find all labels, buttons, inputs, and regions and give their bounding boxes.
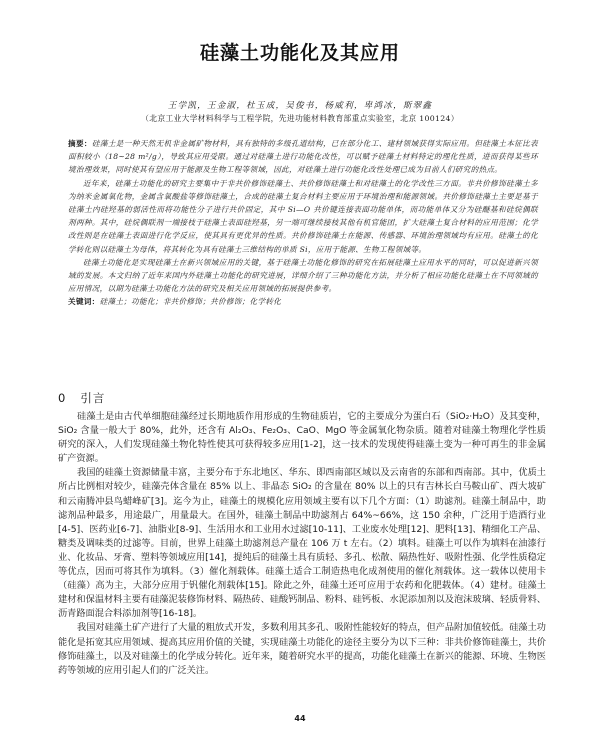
- body-paragraph-1: 硅藻土是由古代单细胞硅藻经过长期地质作用形成的生物硅质岩，它的主要成分为蛋白石（SiO₂·H₂O）及其变种，SiO₂ 含量一般大于 80%，此外，还含有 Al₂O₃、Fe₂O₃、CaO、MgO 等金属氧化物杂质。随着对硅藻土物理化学性质研究的深入，人们发现硅藻土物化特性使其可获得较多应用[1-2]，这一技术的发现使得硅藻土变为一种可再生的非金属矿产资源。: [58, 411, 546, 465]
- body-paragraph-2: 我国的硅藻土资源储量丰富，主要分布于东北地区、华东、即西南部区域以及云南省的东部和西南部。其中，优质土所占比例相对较少，硅藻壳体含量在 85% 以上、非晶态 SiO₂ 的含量在 80% 以上的只有吉林长白马鞍山矿、西大坡矿和云南腾冲县鸟蜡峰矿[3]。迄今为止，硅藻土的规模化应用领域主要有以下几个方面：（1）助滤剂。硅藻土制品中，助滤剂品种最多，用途最广，用量最大。在国外，硅藻土制品中助滤剂占 64%~66%，这 150 余种，广泛用于造酒行业[4-5]、医药业[6-7]、油脂业[8-9]、生活用水和工业用水过滤[10-11]、工业废水处理[12]、肥料[13]、精细化工产品、糖类及调味类的过滤等。目前，世界上硅藻土助滤剂总产量在 106 万 t 左右。（2）填料。硅藻土可以作为填料在油漆行业、化妆品、牙膏、塑料等领域应用[14]，提纯后的硅藻土具有质轻、多孔、松散、隔热性好、吸附性强、化学性质稳定等优点，因而可将其作为填料。（3）催化剂载体。硅藻土适合工制造热电化成剂使用的催化剂载体。这一载体以使用卡（硅藻）高为主，大部分应用于钒催化剂载体[15]。除此之外，硅藻土还可应用于农药和化肥载体。（4）建材。硅藻土建材和保温材料主要有硅藻泥装修饰材料、隔热砖、硅酸钙制品、粉料、硅钙板、水泥添加剂以及泡沫玻璃、轻质骨料、沥青路面混合料添加剂等[16-18]。: [58, 467, 546, 620]
- section-title: 引言: [80, 391, 106, 405]
- page-number: 44: [294, 714, 306, 723]
- abstract-label: 摘要：: [68, 139, 92, 148]
- abstract-paragraph-1: [68, 137, 538, 177]
- paper-title: 硅藻土功能化及其应用: [199, 42, 400, 64]
- abstract-text: 硅藻土是一种天然无机非金属矿物材料，具有独特的多级孔道结构，已在部分化工、建材领域获得实际应用。但硅藻土本征比表面积较小（18~28 m²/g），导致其应用受限。通过对硅藻土进行功能化改性，可以赋予硅藻土材料特定的理化性质，进而获得某些环境治理效果，同时使其有望应用于能源及生物工程等领域，因此，对硅藻土进行功能化改性处理已成为目前人们研究的热点。: [68, 139, 538, 175]
- abstract-block: [68, 137, 538, 309]
- affiliation: （北京工业大学材料科学与工程学院，先进功能材料教育部重点实验室，北京 100124）: [141, 114, 459, 123]
- keywords-text: 硅藻土；功能化；非共价修饰；共价修饰；化学转化: [99, 297, 282, 307]
- section-heading: [58, 390, 105, 406]
- body-paragraph-3: 我国对硅藻土矿产进行了大量的粗放式开发，多数利用其多孔、吸附性能较好的特点，但产品附加值较低。硅藻土功能化是拓宽其应用领域、提高其应用价值的关键，实现硅藻土功能化的途径主要分为以下三种：非共价修饰硅藻土，共价修饰硅藻土，以及对硅藻土的化学成分转化。近年来，随着研究水平的提高，功能化硅藻土在新兴的能源、环境、生物医药等领域的应用引起人们的广泛关注。: [58, 622, 546, 676]
- keywords-label: 关键词：: [68, 297, 100, 307]
- keywords-line: [68, 295, 538, 308]
- section-number: 0: [58, 391, 67, 405]
- author-list: 王学凯，王金淑，杜玉成，吴俊书，杨威利，卑鸿冰，斯翠鑫: [167, 101, 433, 111]
- abstract-paragraph-3: 硅藻土功能化是实现硅藻土在新兴领域应用的关键，基于硅藻土功能化修饰的研究在拓展硅藻土应用水平的同时，可以促进新兴领域的发展。本文归纳了近年来国内外硅藻土功能化的研究进展，详细介绍了三种功能化方法，并分析了相应功能化硅藻土在不同领域的应用情况，以期为硅藻土功能化方法的研究及相关应用领域的拓展提供参考。: [68, 257, 538, 294]
- abstract-paragraph-2: 近年来，硅藻土功能化的研究主要集中于非共价修饰硅藻土、共价修饰硅藻土和对硅藻土的化学改性三方面。非共价修饰硅藻土多为纳米金属氧化物，金属含氧酸盐等修饰硅藻土，合成的硅藻土复合材料主要应用于环境治理和能源领域。共价修饰硅藻土主要是基于硅藻土内硅羟基的弱活性而将功能性分子进行共价固定，其中 Si—O 共价键连接表面功能单体，而功能单体又分为硅醚基和硅烷偶联剂两种。其中，硅烷偶联剂一端接枝于硅藻土表面硅羟基，另一端可继续接枝其他有机官能团，扩大硅藻土复合材料的应用范围；化学改性则是在硅藻土表面进行化学反应，使其具有更优异的性质。共价修饰硅藻土在能源、传感器、环境治理领域均有应用。硅藻土的化学转化则以硅藻土为母体，将其转化为具有硅藻土三维结构的单质 Si，应用于能源、生物工程领域等。: [68, 178, 538, 254]
- body-text: [58, 410, 546, 678]
